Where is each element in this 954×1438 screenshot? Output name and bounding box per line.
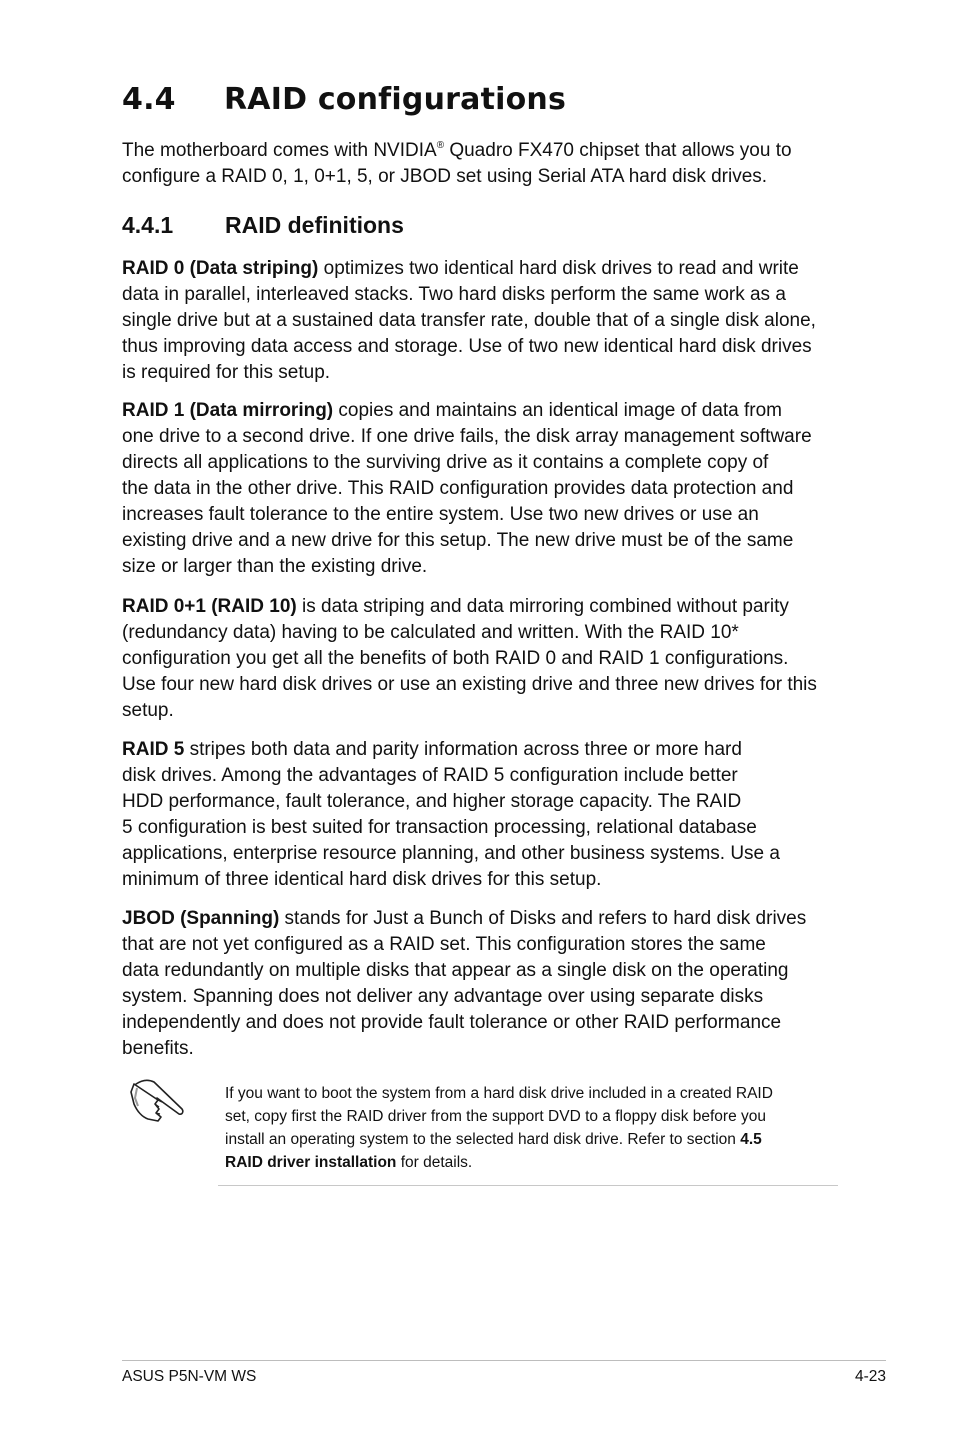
raid01-paragraph [122,594,817,724]
paragraph-line: one drive to a second drive. If one drive fails, the disk array management software [122,426,812,447]
paragraph-line: thus improving data access and storage. Use of two new identical hard disk drives [122,336,812,357]
section-number: 4.4 [122,82,176,117]
paragraph-line [122,737,780,763]
paragraph-line: single drive but at a sustained data transfer rate, double that of a single disk alone, [122,310,816,331]
subsection-number: 4.4.1 [122,212,174,238]
note-line [225,1151,840,1174]
paragraph-line: existing drive and a new drive for this setup. The new drive must be of the same [122,530,794,551]
term-jbod: JBOD (Spanning) [122,908,280,929]
note-box [225,1082,840,1174]
section-reference-title: RAID driver installation [225,1154,397,1171]
paragraph-line: data in parallel, interleaved stacks. Two hard disks perform the same work as a [122,284,786,305]
subsection-title: RAID definitions [225,212,404,238]
section-heading [122,82,566,117]
paragraph-line: directs all applications to the surviving drive as it contains a complete copy of [122,452,769,473]
raid5-paragraph [122,737,780,893]
paragraph-line [122,398,812,424]
raid0-paragraph [122,256,816,386]
note-line: If you want to boot the system from a hard disk drive included in a created RAID [225,1085,773,1102]
note-line: set, copy first the RAID driver from the support DVD to a floppy disk before you [225,1108,767,1125]
note-divider [218,1185,838,1186]
paragraph-line: setup. [122,700,174,721]
line-text: stripes both data and parity information across three or more hard [184,739,742,760]
term-raid0: RAID 0 (Data striping) [122,258,319,279]
term-raid5: RAID 5 [122,739,185,760]
paragraph-line: independently and does not provide fault tolerance or other RAID performance [122,1012,782,1033]
paragraph-line: minimum of three identical hard disk drives for this setup. [122,869,602,890]
paragraph-line: is required for this setup. [122,362,331,383]
intro-line-2: configure a RAID 0, 1, 0+1, 5, or JBOD set using Serial ATA hard disk drives. [122,166,768,187]
paragraph-line: HDD performance, fault tolerance, and higher storage capacity. The RAID [122,791,742,812]
paragraph-line: increases fault tolerance to the entire system. Use two new drives or use an [122,504,759,525]
section-reference: 4.5 [740,1131,762,1148]
paragraph-line: Use four new hard disk drives or use an existing drive and three new drives for this [122,674,817,695]
paragraph-line: the data in the other drive. This RAID configuration provides data protection and [122,478,794,499]
pointing-hand-icon [128,1076,188,1126]
term-raid01: RAID 0+1 (RAID 10) [122,596,297,617]
footer-divider [122,1360,886,1361]
term-raid1: RAID 1 (Data mirroring) [122,400,334,421]
line-text: copies and maintains an identical image of data from [333,400,783,421]
intro-text-cont: Quadro FX470 chipset that allows you to [444,140,792,161]
raid1-paragraph [122,398,812,580]
paragraph-line: 5 configuration is best suited for transaction processing, relational database [122,817,757,838]
line-text: is data striping and data mirroring combined without parity [296,596,789,617]
paragraph-line [122,906,806,932]
note-line [225,1128,840,1151]
paragraph-line [122,594,817,620]
paragraph-line: system. Spanning does not deliver any advantage over using separate disks [122,986,764,1007]
intro-paragraph [122,138,842,190]
line-text: install an operating system to the selected hard disk drive. Refer to section [225,1131,741,1148]
registered-mark: ® [436,140,445,151]
paragraph-line: that are not yet configured as a RAID set. This configuration stores the same [122,934,766,955]
section-title: RAID configurations [224,82,567,117]
paragraph-line: benefits. [122,1038,194,1059]
paragraph-line: data redundantly on multiple disks that appear as a single disk on the operating [122,960,789,981]
intro-text: The motherboard comes with NVIDIA [122,140,437,161]
footer-product-name: ASUS P5N-VM WS [122,1368,257,1385]
paragraph-line: (redundancy data) having to be calculated and written. With the RAID 10* [122,622,739,643]
line-text: for details. [396,1154,473,1171]
jbod-paragraph [122,906,806,1062]
footer-page-number: 4-23 [854,1368,886,1385]
paragraph-line [122,256,816,282]
paragraph-line: configuration you get all the benefits of both RAID 0 and RAID 1 configurations. [122,648,789,669]
paragraph-line: applications, enterprise resource planning, and other business systems. Use a [122,843,780,864]
line-text: stands for Just a Bunch of Disks and refers to hard disk drives [279,908,807,929]
paragraph-line: size or larger than the existing drive. [122,556,428,577]
line-text: optimizes two identical hard disk drives to read and write [318,258,799,279]
paragraph-line: disk drives. Among the advantages of RAID 5 configuration include better [122,765,738,786]
subsection-heading [122,212,404,239]
